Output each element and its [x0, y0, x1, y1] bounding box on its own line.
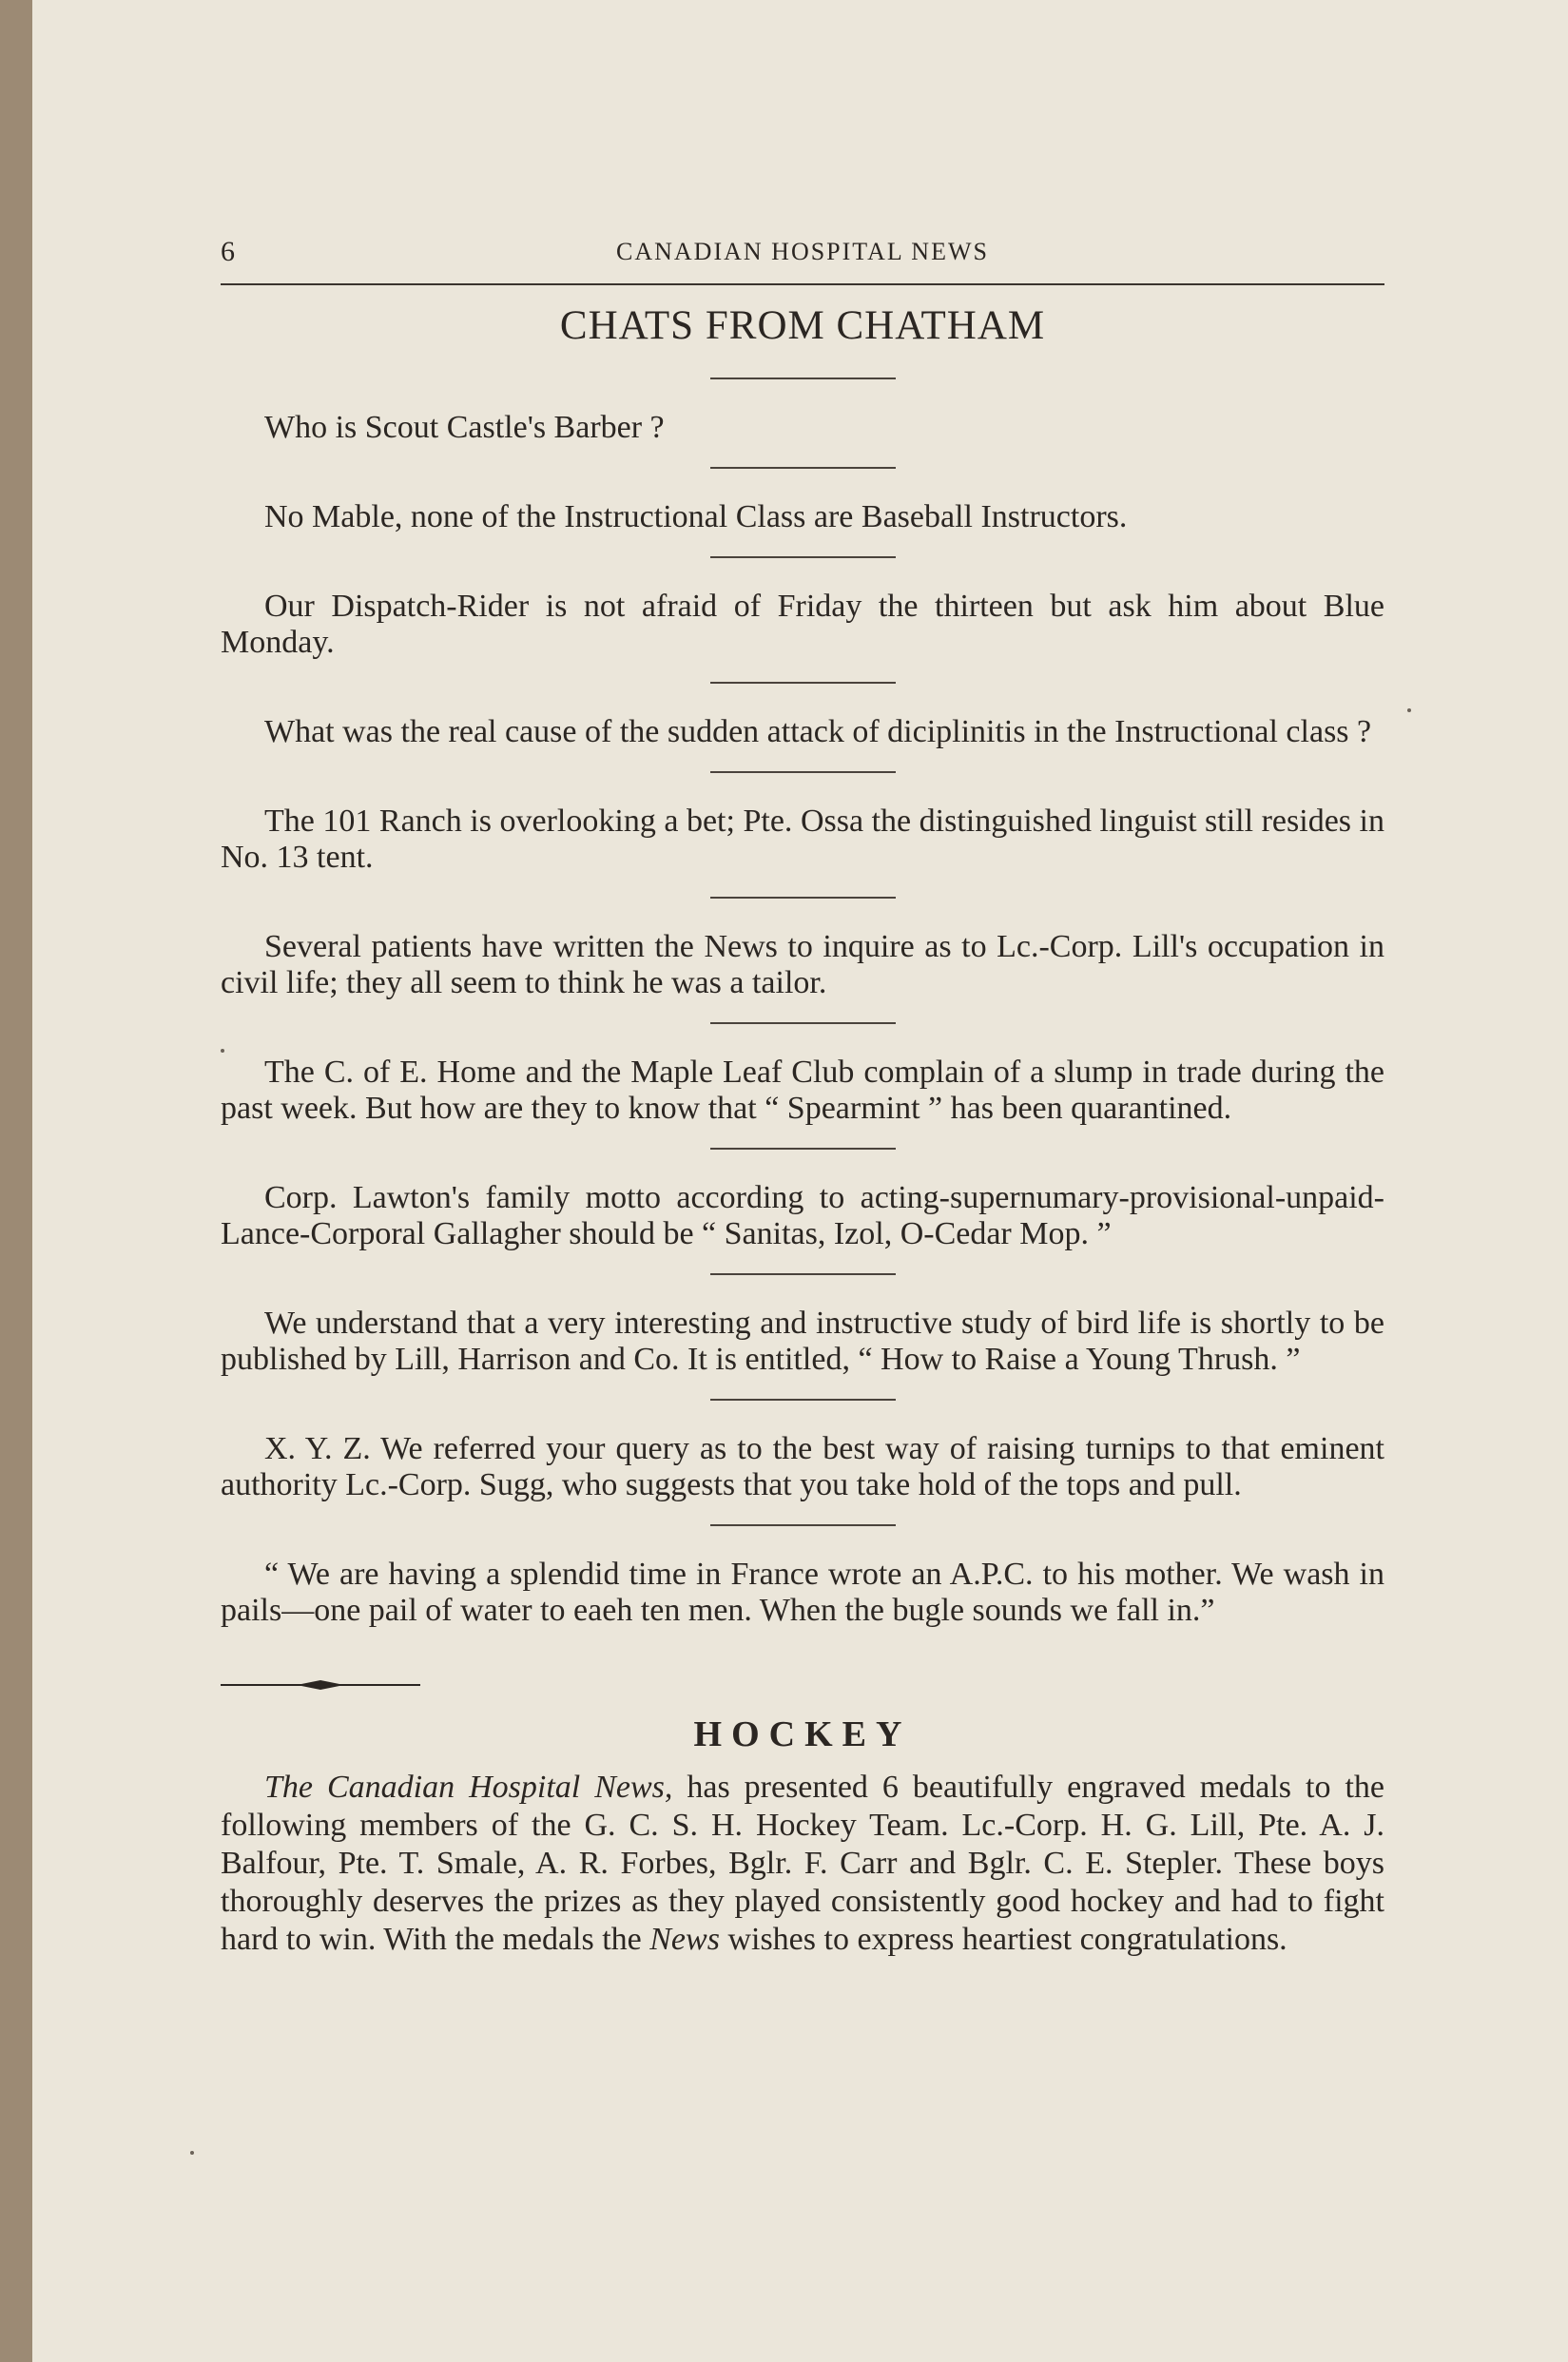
- divider: [710, 1399, 896, 1401]
- item: Several patients have written the News to inquire as to Lc.-Corp. Lill's occupation in civil life; they all seem to think he was a tailor.: [221, 929, 1384, 1000]
- print-speck: [221, 1049, 224, 1053]
- hockey-text-part: wishes to express heartiest congratulations.: [719, 1922, 1287, 1957]
- divider: [710, 1148, 896, 1150]
- item: What was the real cause of the sudden attack of diciplinitis in the Instructional class ?: [264, 714, 1372, 749]
- hockey-title: HOCKEY: [693, 1714, 912, 1754]
- article-title: CHATS FROM CHATHAM: [559, 303, 1046, 348]
- item: X. Y. Z. We referred your query as to the best way of raising turnips to that eminent authority Lc.-Corp. Sugg, who suggests that you take hold of the tops and pull.: [221, 1431, 1384, 1502]
- divider: [710, 1524, 896, 1526]
- page-number: 6: [221, 236, 237, 267]
- page-header: [221, 234, 1384, 272]
- print-speck: [190, 2151, 194, 2155]
- divider: [710, 467, 896, 469]
- print-speck: [1407, 708, 1411, 712]
- ornament-divider: [221, 1678, 420, 1692]
- item: Who is Scout Castle's Barber ?: [264, 410, 665, 445]
- divider: [710, 897, 896, 899]
- item: No Mable, none of the Instructional Class are Baseball Instructors.: [264, 499, 1128, 534]
- news-italic: News: [649, 1922, 720, 1957]
- item: Corp. Lawton's family motto according to acting-supernumary-provisional-unpaid-Lance-Corporal Gallagher should be “ Sanitas, Izol, O-Cedar Mop. ”: [221, 1180, 1384, 1251]
- hockey-text-part: has presented 6 beautifully engraved medals to the following members of the G. C. S. H. Hockey Team. Lc.-Corp. H. G. Lill, Pte. A. J. Balfour, Pte. T. Smale, A. R. Forbes, Bglr. F. Carr and Bglr. C. E. Stepler. These boys thoroughly deserves the prizes as they played consistently good hockey and had to fight hard to win. With the medals the: [221, 1770, 1384, 1957]
- header-rule: [221, 283, 1384, 285]
- divider: [710, 556, 896, 558]
- divider: [710, 1022, 896, 1024]
- divider: [710, 771, 896, 773]
- hockey-paragraph: [221, 1769, 1384, 1959]
- divider: [710, 682, 896, 684]
- item: The 101 Ranch is overlooking a bet; Pte. Ossa the distinguished linguist still resides in No. 13 tent.: [221, 803, 1384, 875]
- item: “ We are having a splendid time in France wrote an A.P.C. to his mother. We wash in pails—one pail of water to eaeh ten men. When the bugle sounds we fall in.”: [221, 1557, 1384, 1628]
- divider: [710, 378, 896, 379]
- divider: [710, 1273, 896, 1275]
- item: Our Dispatch-Rider is not afraid of Friday the thirteen but ask him about Blue Monday.: [221, 589, 1384, 660]
- item: We understand that a very interesting and instructive study of bird life is shortly to be published by Lill, Harrison and Co. It is entitled, “ How to Raise a Young Thrush. ”: [221, 1306, 1384, 1377]
- book-spine-edge: [0, 0, 32, 2362]
- article: [221, 302, 1384, 1959]
- running-head: CANADIAN HOSPITAL NEWS: [616, 238, 989, 265]
- publication-name: The Canadian Hospital News,: [264, 1770, 673, 1805]
- item: The C. of E. Home and the Maple Leaf Club complain of a slump in trade during the past week. But how are they to know that “ Spearmint ” has been quarantined.: [221, 1055, 1384, 1126]
